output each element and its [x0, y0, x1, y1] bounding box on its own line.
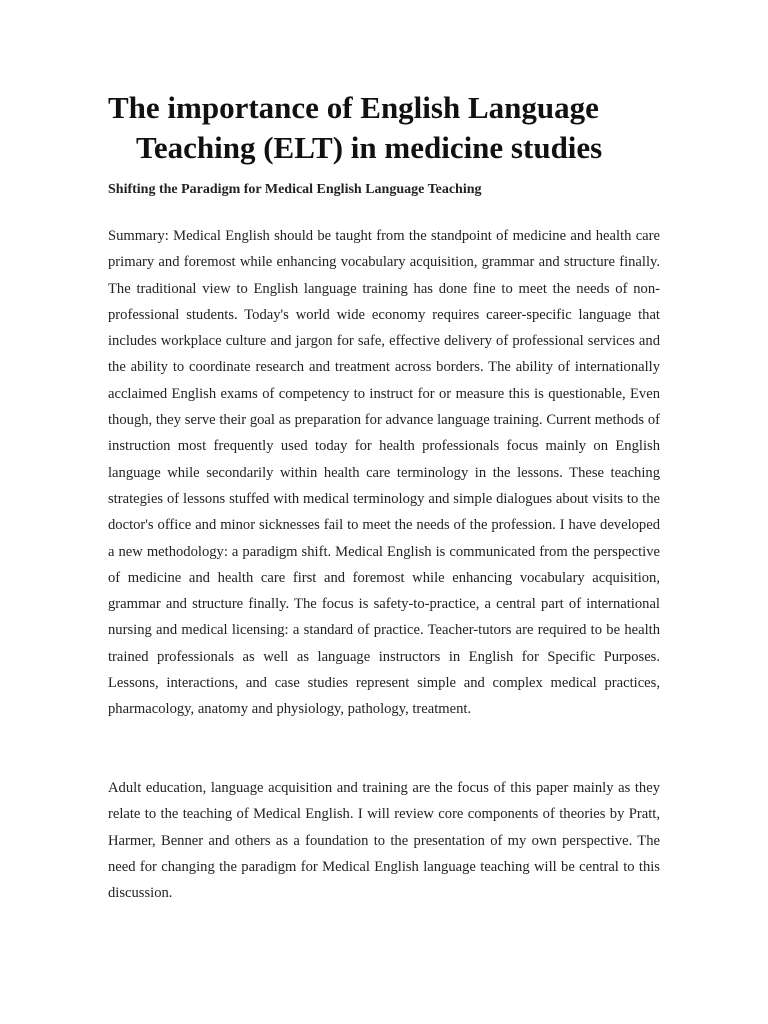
- summary-paragraph: Summary: Medical English should be taught from the standpoint of medicine and health care primary and foremost while enhancing vocabulary acquisition, grammar and structure finally. The traditional view to English language training has done fine to meet the needs of non-professional students. Today's world wide economy requires career-specific language that includes workplace culture and jargon for safe, effective delivery of professional services and the ability to coordinate research and treatment across borders. The ability of internationally acclaimed English exams of competency to instruct for or measure this is questionable, Even though, they serve their goal as preparation for advance language training. Current methods of instruction most frequently used today for health professionals focus mainly on English language while secondarily within health care terminology in the lessons. These teaching strategies of lessons stuffed with medical terminology and simple dialogues about visits to the doctor's office and minor sicknesses fail to meet the needs of the profession. I have developed a new methodology: a paradigm shift. Medical English is communicated from the perspective of medicine and health care first and foremost while enhancing vocabulary acquisition, grammar and structure finally. The focus is safety-to-practice, a central part of international nursing and medical licensing: a standard of practice. Teacher-tutors are required to be health trained professionals as well as language instructors in English for Specific Purposes. Lessons, interactions, and case studies represent simple and complex medical practices, pharmacology, anatomy and physiology, pathology, treatment.: [108, 228, 660, 718]
- document-subtitle: Shifting the Paradigm for Medical English Language Teaching: [108, 182, 482, 197]
- body-paragraph: Adult education, language acquisition and training are the focus of this paper mainly as they relate to the teaching of Medical English. I will review core components of theories by Pratt, Harmer, Benner and others as a foundation to the presentation of my own perspective. The need for changing the paradigm for Medical English language teaching will be central to this discussion.: [108, 780, 660, 902]
- document-title: [108, 88, 668, 168]
- title-line-1: The importance of English Language: [108, 90, 599, 125]
- title-line-2: Teaching (ELT) in medicine studies: [136, 130, 603, 165]
